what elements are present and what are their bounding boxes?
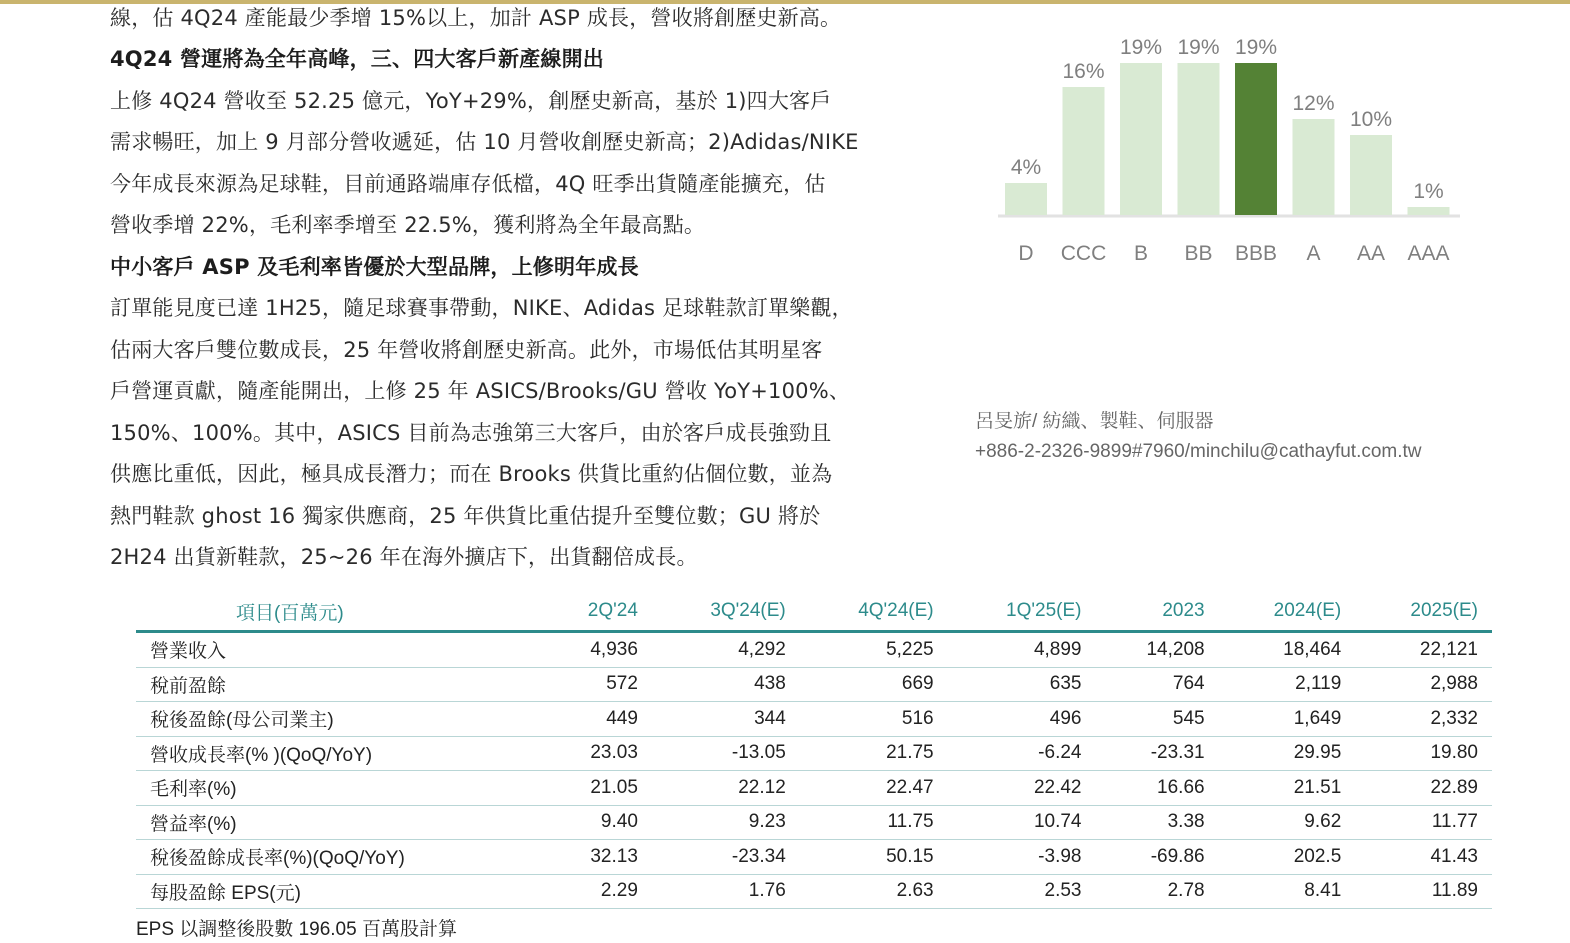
analyst-info: [975, 407, 1422, 467]
analyst-name: 呂旻旂/ 紡織、製鞋、伺服器: [975, 411, 1214, 432]
bar-d: [1005, 183, 1047, 215]
table-row: [136, 667, 1492, 702]
table-row: [136, 874, 1492, 909]
table-header-row: [136, 592, 1492, 632]
cell-value: 669: [800, 667, 948, 702]
bar-b: [1120, 63, 1162, 215]
cell-value: 2,332: [1355, 702, 1492, 737]
bar-a: [1293, 119, 1335, 215]
cell-value: 516: [800, 702, 948, 737]
row-label: 營收成長率(% )(QoQ/YoY): [136, 736, 540, 771]
bar-bbb: [1235, 63, 1277, 215]
cell-value: 545: [1095, 702, 1218, 737]
paragraph-line: 供應比重低，因此，極具成長潛力；而在 Brooks 供貨比重約佔個位數，並為: [110, 462, 833, 486]
cell-value: 5,225: [800, 632, 948, 668]
cell-value: 2.53: [948, 874, 1096, 909]
row-label: 營益率(%): [136, 805, 540, 840]
cell-value: 4,936: [540, 632, 652, 668]
cell-value: 21.75: [800, 736, 948, 771]
section-heading: 4Q24 營運將為全年高峰，三、四大客戶新產線開出: [110, 47, 604, 71]
cell-value: 19.80: [1355, 736, 1492, 771]
analyst-contact: +886-2-2326-9899#7960/minchilu@cathayfut.com.tw: [975, 441, 1422, 462]
cell-value: -3.98: [948, 840, 1096, 875]
bar-value-label: 1%: [1413, 180, 1444, 203]
category-tick-label: BBB: [1234, 242, 1278, 265]
cell-value: 23.03: [540, 736, 652, 771]
cell-value: -23.31: [1095, 736, 1218, 771]
category-tick-label: AA: [1356, 242, 1386, 265]
cell-value: 2.78: [1095, 874, 1218, 909]
table-row: [136, 840, 1492, 875]
financial-table: [136, 592, 1492, 909]
cell-value: 2.63: [800, 874, 948, 909]
cell-value: 438: [652, 667, 800, 702]
header-period: 2023: [1095, 592, 1218, 632]
cell-value: -13.05: [652, 736, 800, 771]
table-row: [136, 805, 1492, 840]
table-row: [136, 771, 1492, 806]
cell-value: 2.29: [540, 874, 652, 909]
cell-value: 344: [652, 702, 800, 737]
paragraph-line: 戶營運貢獻，隨產能開出，上修 25 年 ASICS/Brooks/GU 營收 YoY+100%、: [110, 379, 851, 403]
cell-value: 764: [1095, 667, 1218, 702]
cell-value: 22.89: [1355, 771, 1492, 806]
cell-value: 10.74: [948, 805, 1096, 840]
paragraph-line: 需求暢旺，加上 9 月部分營收遞延，估 10 月營收創歷史新高；2)Adidas/NIKE: [110, 130, 859, 154]
paragraph-line: 線，估 4Q24 產能最少季增 15%以上，加計 ASP 成長，營收將創歷史新高。: [110, 6, 842, 30]
row-label: 稅後盈餘成長率(%)(QoQ/YoY): [136, 840, 540, 875]
header-period: 2025(E): [1355, 592, 1492, 632]
row-label: 稅前盈餘: [136, 667, 540, 702]
header-period: 1Q'25(E): [948, 592, 1096, 632]
table-body: [136, 632, 1492, 909]
cell-value: 11.77: [1355, 805, 1492, 840]
category-tick-label: A: [1306, 242, 1321, 265]
bar-ccc: [1063, 87, 1105, 215]
row-label: 每股盈餘 EPS(元): [136, 874, 540, 909]
cell-value: 22.12: [652, 771, 800, 806]
category-tick-label: AAA: [1407, 242, 1450, 265]
cell-value: 3.38: [1095, 805, 1218, 840]
paragraph-line: 150%、100%。其中，ASICS 目前為志強第三大客戶，由於客戶成長強勁且: [110, 421, 832, 445]
section-heading: 中小客戶 ASP 及毛利率皆優於大型品牌，上修明年成長: [110, 255, 639, 279]
category-tick-label: D: [1018, 242, 1034, 265]
bar-value-label: 16%: [1062, 60, 1105, 83]
paragraph-line: 營收季增 22%，毛利率季增至 22.5%，獲利將為全年最高點。: [110, 213, 706, 237]
cell-value: 9.62: [1219, 805, 1356, 840]
cell-value: 18,464: [1219, 632, 1356, 668]
row-label: 稅後盈餘(母公司業主): [136, 702, 540, 737]
cell-value: 4,899: [948, 632, 1096, 668]
cell-value: -69.86: [1095, 840, 1218, 875]
bar-value-label: 12%: [1292, 92, 1335, 115]
cell-value: 9.23: [652, 805, 800, 840]
cell-value: 22.47: [800, 771, 948, 806]
table-row: [136, 702, 1492, 737]
table-row: [136, 632, 1492, 668]
cell-value: 8.41: [1219, 874, 1356, 909]
bar-value-label: 10%: [1349, 108, 1393, 131]
paragraph-line: 2H24 出貨新鞋款，25~26 年在海外擴店下，出貨翻倍成長。: [110, 545, 698, 569]
cell-value: 32.13: [540, 840, 652, 875]
cell-value: 9.40: [540, 805, 652, 840]
paragraph-line: 今年成長來源為足球鞋，目前通路端庫存低檔，4Q 旺季出貨隨產能擴充，估: [110, 172, 826, 196]
cell-value: 202.5: [1219, 840, 1356, 875]
cell-value: 22.42: [948, 771, 1096, 806]
cell-value: 496: [948, 702, 1096, 737]
cell-value: 4,292: [652, 632, 800, 668]
header-period: 2024(E): [1219, 592, 1356, 632]
cell-value: 14,208: [1095, 632, 1218, 668]
header-item-label: 項目(百萬元): [136, 592, 540, 632]
bar-aa: [1350, 135, 1392, 215]
paragraph-line: 上修 4Q24 營收至 52.25 億元，YoY+29%，創歷史新高，基於 1)四大客戶: [110, 89, 832, 113]
row-label: 毛利率(%): [136, 771, 540, 806]
cell-value: 29.95: [1219, 736, 1356, 771]
cell-value: 21.05: [540, 771, 652, 806]
bar-value-label: 4%: [1010, 156, 1042, 179]
paragraph-line: 訂單能見度已達 1H25，隨足球賽事帶動，NIKE、Adidas 足球鞋款訂單樂觀，: [110, 296, 853, 320]
bar-bb: [1178, 63, 1220, 215]
bar-aaa: [1408, 207, 1450, 215]
cell-value: 22,121: [1355, 632, 1492, 668]
rating-distribution-chart: [980, 20, 1480, 280]
table-footnote: EPS 以調整後股數 196.05 百萬股計算: [136, 919, 457, 940]
cell-value: 41.43: [1355, 840, 1492, 875]
cell-value: 635: [948, 667, 1096, 702]
cell-value: 2,119: [1219, 667, 1356, 702]
cell-value: 449: [540, 702, 652, 737]
cell-value: 572: [540, 667, 652, 702]
cell-value: 2,988: [1355, 667, 1492, 702]
bar-value-label: 19%: [1119, 36, 1163, 59]
cell-value: -6.24: [948, 736, 1096, 771]
category-tick-label: B: [1133, 242, 1149, 265]
cell-value: 11.75: [800, 805, 948, 840]
bar-value-label: 19%: [1234, 36, 1278, 59]
header-period: 3Q'24(E): [652, 592, 800, 632]
cell-value: 16.66: [1095, 771, 1218, 806]
category-tick-label: CCC: [1060, 242, 1107, 265]
table-row: [136, 736, 1492, 771]
cell-value: 50.15: [800, 840, 948, 875]
chart-svg: [980, 20, 1480, 280]
cell-value: -23.34: [652, 840, 800, 875]
cell-value: 1,649: [1219, 702, 1356, 737]
cell-value: 11.89: [1355, 874, 1492, 909]
category-tick-label: BB: [1184, 242, 1213, 265]
header-period: 2Q'24: [540, 592, 652, 632]
header-period: 4Q'24(E): [800, 592, 948, 632]
cell-value: 1.76: [652, 874, 800, 909]
row-label: 營業收入: [136, 632, 540, 668]
cell-value: 21.51: [1219, 771, 1356, 806]
paragraph-line: 估兩大客戶雙位數成長，25 年營收將創歷史新高。此外，市場低估其明星客: [110, 338, 823, 362]
paragraph-line: 熱門鞋款 ghost 16 獨家供應商，25 年供貨比重估提升至雙位數；GU 將於: [110, 504, 821, 528]
bar-value-label: 19%: [1177, 36, 1220, 59]
